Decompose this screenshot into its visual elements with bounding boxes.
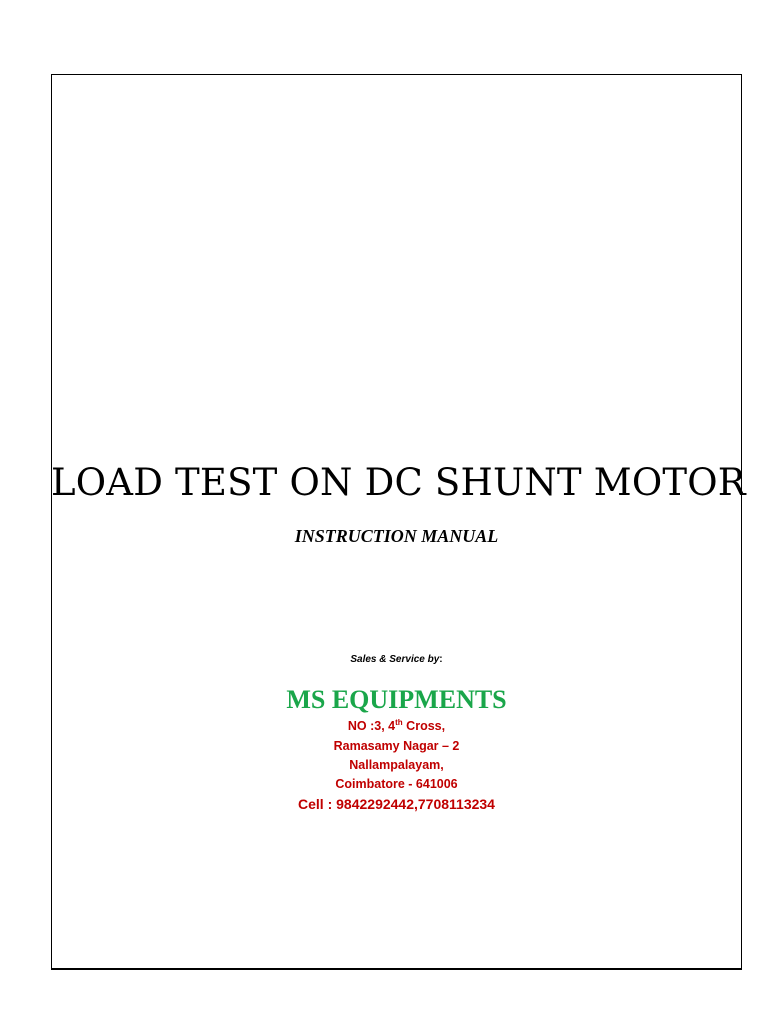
sales-service-colon: :	[439, 654, 443, 665]
address-line-1-prefix: NO :3, 4	[347, 719, 396, 733]
document-subtitle: INSTRUCTION MANUAL	[294, 526, 499, 546]
document-title: LOAD TEST ON DC SHUNT MOTOR	[51, 461, 746, 504]
cell-phone-numbers: Cell : 9842292442,7708113234	[298, 796, 495, 812]
page-border	[51, 74, 746, 970]
address-line-1-ordinal: th	[395, 717, 403, 727]
company-name: MS EQUIPMENTS	[286, 685, 507, 714]
address-line-4: Coimbatore - 641006	[335, 777, 458, 791]
address-line-3: Nallampalayam,	[349, 758, 444, 772]
sales-service-label	[51, 652, 742, 668]
address-line-2: Ramasamy Nagar – 2	[333, 739, 460, 753]
address-line-1	[51, 717, 742, 735]
sales-service-text: Sales & Service by	[350, 654, 440, 665]
address-line-1-suffix: Cross,	[402, 719, 446, 733]
